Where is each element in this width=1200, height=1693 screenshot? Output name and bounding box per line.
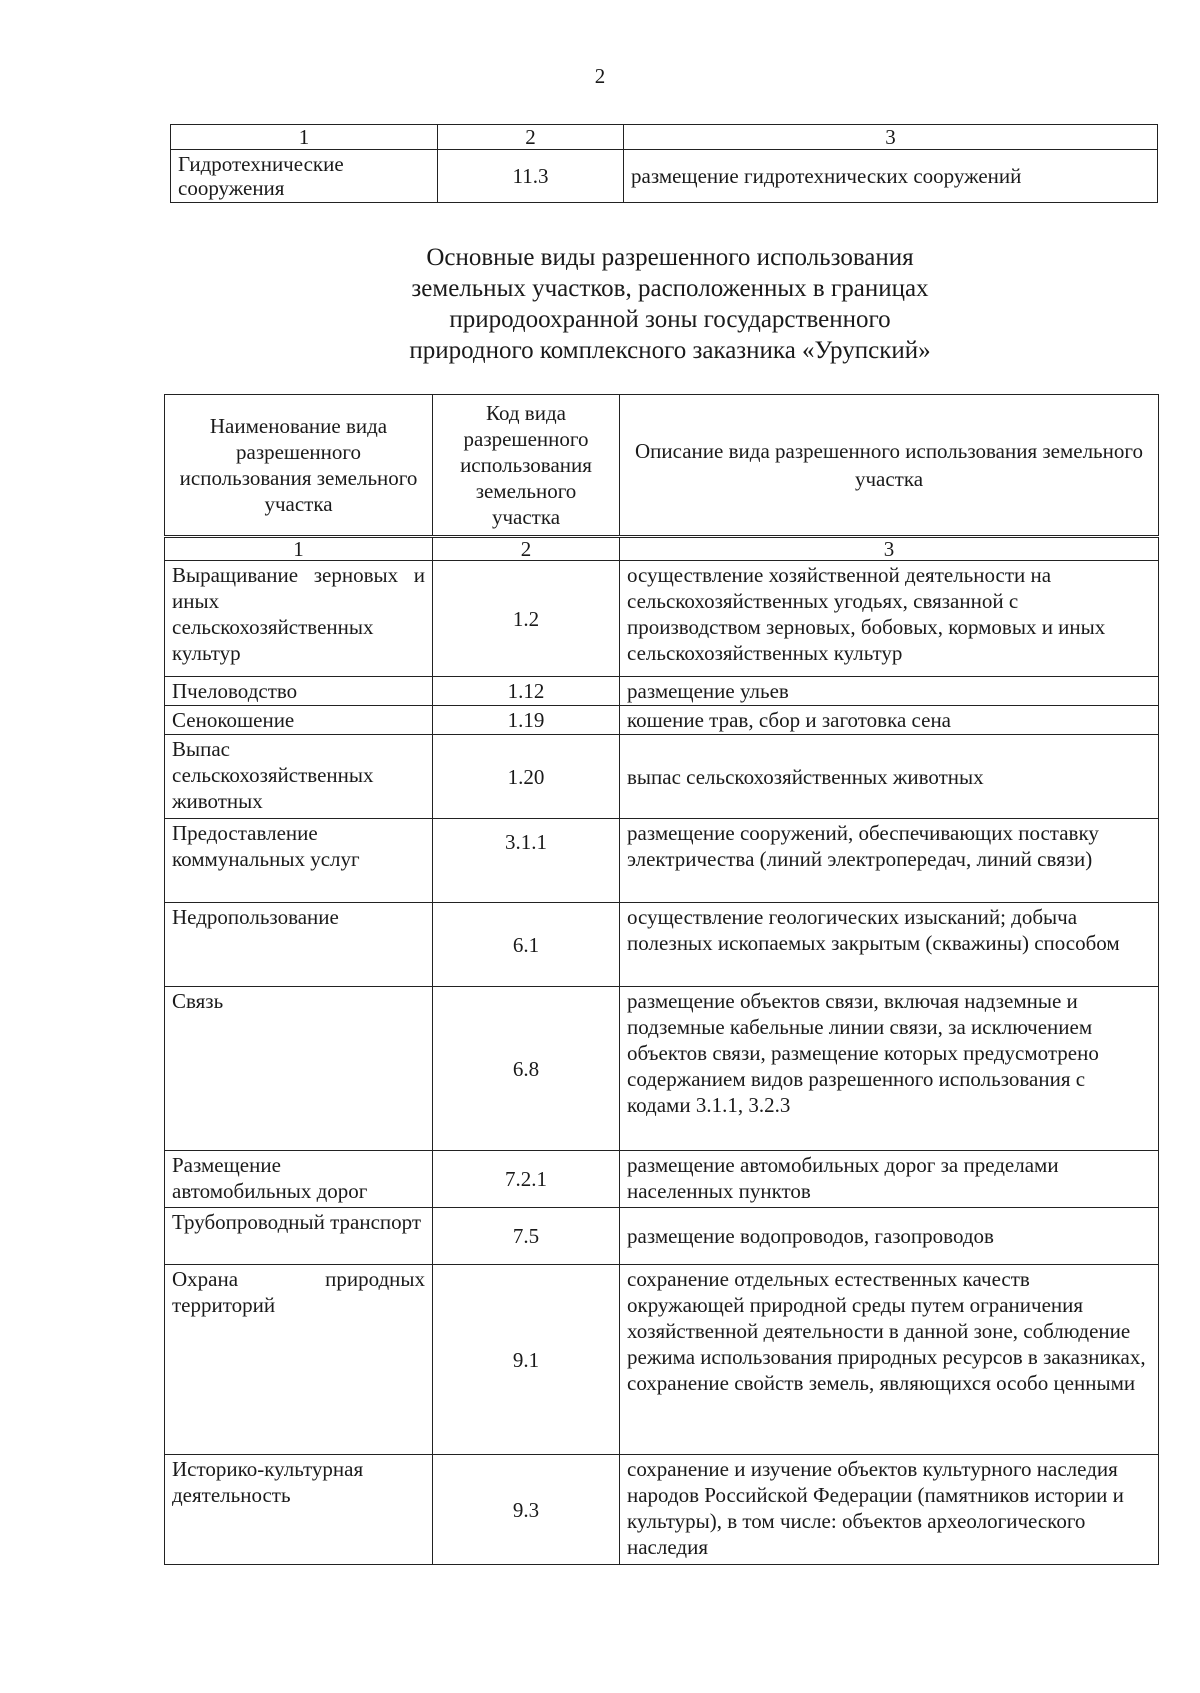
use-description: размещение сооружений, обеспечивающих поставку электричества (линий электропередач, линий связи) — [620, 819, 1159, 903]
use-description: выпас сельскохозяйственных животных — [620, 735, 1159, 819]
table-row — [165, 735, 1159, 819]
use-description: сохранение и изучение объектов культурного наследия народов Российской Федерации (памятников истории и культуры), в том числе: объектов археологического наследия — [620, 1455, 1159, 1565]
use-name: Выращивание зерновых и иных сельскохозяйственных культур — [165, 561, 433, 677]
use-description: осуществление хозяйственной деятельности на сельскохозяйственных угодьях, связанной с производством зерновых, бобовых, кормовых и иных сельскохозяйственных культур — [620, 561, 1159, 677]
use-name: Охрана природных территорий — [165, 1265, 433, 1455]
use-code: 1.12 — [433, 677, 620, 706]
title-line: природного комплексного заказника «Урупский» — [409, 337, 931, 364]
use-code: 6.1 — [433, 903, 620, 987]
header-code: Код вида разрешенного использования земельного участка — [433, 395, 620, 537]
table-row — [165, 987, 1159, 1151]
table-row — [165, 561, 1159, 677]
use-code: 3.1.1 — [433, 819, 620, 903]
use-name: Историко-культурная деятельность — [165, 1455, 433, 1565]
use-code: 11.3 — [438, 150, 624, 203]
use-description: осуществление геологических изысканий; добыча полезных ископаемых закрытым (скважины) способом — [620, 903, 1159, 987]
use-code: 6.8 — [433, 987, 620, 1151]
use-description: размещение водопроводов, газопроводов — [620, 1208, 1159, 1265]
use-code: 1.19 — [433, 706, 620, 735]
table-row — [165, 706, 1159, 735]
permitted-use-table — [164, 394, 1159, 1565]
use-name: Гидротехнические сооружения — [171, 150, 438, 203]
use-name: Выпас сельскохозяйственных животных — [165, 735, 433, 819]
column-number: 1 — [171, 125, 438, 150]
use-name: Пчеловодство — [165, 677, 433, 706]
column-number: 2 — [438, 125, 624, 150]
table-row — [165, 1151, 1159, 1208]
use-description: размещение гидротехнических сооружений — [624, 150, 1158, 203]
use-description: размещение ульев — [620, 677, 1159, 706]
use-code: 1.2 — [433, 561, 620, 677]
use-name: Сенокошение — [165, 706, 433, 735]
title-line: природоохранной зоны государственного — [449, 306, 891, 333]
use-name: Трубопроводный транспорт — [165, 1208, 433, 1265]
table-row — [165, 1208, 1159, 1265]
use-code: 1.20 — [433, 735, 620, 819]
title-line: Основные виды разрешенного использования — [426, 244, 914, 271]
table-row — [165, 1455, 1159, 1565]
table-row — [165, 903, 1159, 987]
use-name: Размещение автомобильных дорог — [165, 1151, 433, 1208]
column-number: 3 — [624, 125, 1158, 150]
use-name: Предоставление коммунальных услуг — [165, 819, 433, 903]
page-number: 2 — [594, 64, 606, 88]
use-code: 9.1 — [433, 1265, 620, 1455]
column-number: 1 — [165, 537, 433, 561]
column-number: 3 — [620, 537, 1159, 561]
table-header-row — [165, 395, 1159, 537]
continuation-table — [170, 124, 1158, 203]
header-name: Наименование вида разрешенного использования земельного участка — [165, 395, 433, 537]
use-code: 9.3 — [433, 1455, 620, 1565]
column-number-row — [171, 125, 1158, 150]
column-number: 2 — [433, 537, 620, 561]
use-name: Связь — [165, 987, 433, 1151]
title-line: земельных участков, расположенных в границах — [411, 275, 929, 302]
use-name: Недропользование — [165, 903, 433, 987]
column-number-row — [165, 537, 1159, 561]
table-row — [171, 150, 1158, 203]
header-description: Описание вида разрешенного использования земельного участка — [620, 395, 1159, 537]
use-code: 7.5 — [433, 1208, 620, 1265]
table-row — [165, 1265, 1159, 1455]
use-description: сохранение отдельных естественных качеств окружающей природной среды путем ограничения хозяйственной деятельности в данной зоне, соблюдение режима использования природных ресурсов в заказниках, сохранение свойств земель, являющихся особо ценными — [620, 1265, 1159, 1455]
use-description: размещение объектов связи, включая надземные и подземные кабельные линии связи, за исключением объектов связи, размещение которых предусмотрено содержанием видов разрешенного использования с кодами 3.1.1, 3.2.3 — [620, 987, 1159, 1151]
table-row — [165, 819, 1159, 903]
section-title — [310, 242, 1030, 366]
use-description: кошение трав, сбор и заготовка сена — [620, 706, 1159, 735]
table-row — [165, 677, 1159, 706]
use-code: 7.2.1 — [433, 1151, 620, 1208]
use-description: размещение автомобильных дорог за пределами населенных пунктов — [620, 1151, 1159, 1208]
